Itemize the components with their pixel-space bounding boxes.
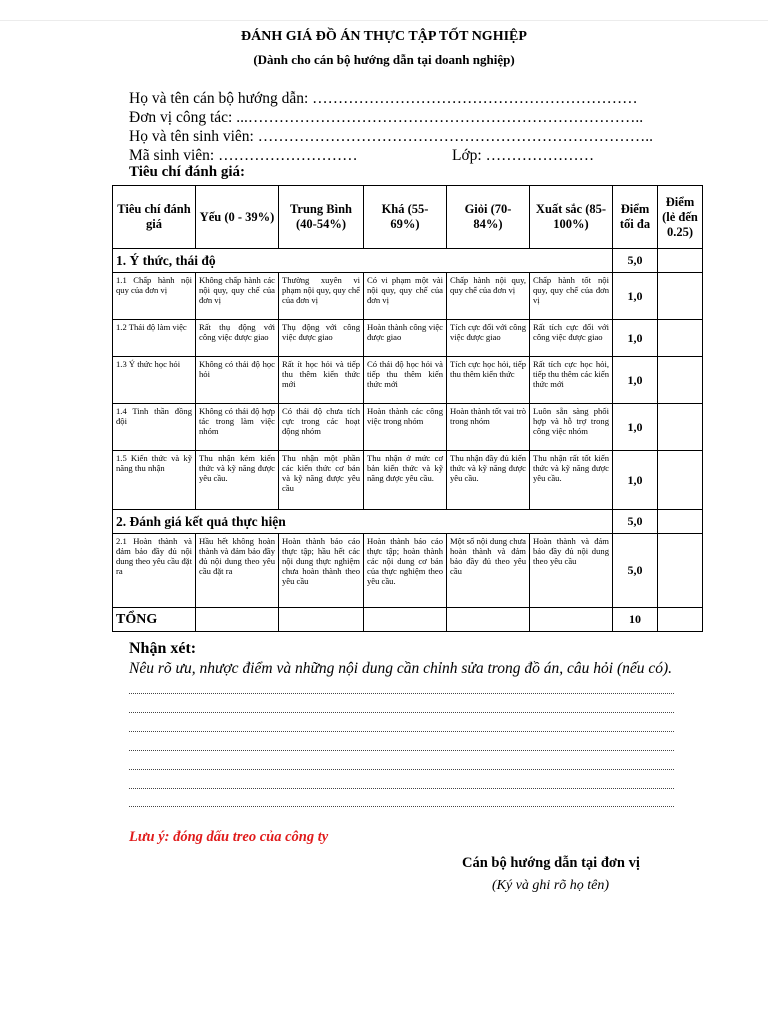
stamp-note: Lưu ý: đóng dấu treo của công ty [129,829,329,845]
section-title: 1. Ý thức, thái độ [113,249,613,273]
criterion-name: 1.3 Ý thức học hỏi [113,357,196,404]
max-score: 1,0 [613,451,658,510]
level-average: Rất ít học hỏi và tiếp thu thêm kiến thức mới [279,357,364,404]
level-weak: Không có thái độ hợp tác trong làm việc nhóm [196,404,279,451]
level-excellent: Rất tích cực đối với công việc được giao [530,320,613,357]
page-top-border [0,20,768,21]
header-criteria: Tiêu chí đánh giá [113,186,196,249]
section-title: 2. Đánh giá kết quả thực hiện [113,510,613,534]
table-row [113,534,703,608]
criterion-name: 2.1 Hoàn thành và đảm bảo đầy đủ nội dung theo yêu cầu đặt ra [113,534,196,608]
level-excellent: Hoàn thành và đảm bảo đầy đủ nội dung theo yêu cầu [530,534,613,608]
criterion-name: 1.4 Tinh thần đồng đội [113,404,196,451]
document-title: ĐÁNH GIÁ ĐỒ ÁN THỰC TẬP TỐT NGHIỆP [241,29,527,44]
criterion-name: 1.5 Kiến thức và kỹ năng thu nhận [113,451,196,510]
level-fair: Hoàn thành công việc được giao [364,320,447,357]
empty-cell [530,608,613,632]
level-good: Một số nội dung chưa hoàn thành và đảm bảo đầy đủ theo yêu cầu [447,534,530,608]
table-row [113,320,703,357]
level-weak: Không chấp hành các nội quy, quy chế của đơn vị [196,273,279,320]
level-good: Tích cực đối với công việc được giao [447,320,530,357]
level-fair: Hoàn thành các công việc trong nhóm [364,404,447,451]
total-row [113,608,703,632]
table-header-row [113,186,703,249]
total-label: TỔNG [113,608,196,632]
score-input-cell[interactable] [658,249,703,273]
empty-cell [196,608,279,632]
empty-cell [279,608,364,632]
level-excellent: Rất tích cực học hỏi, tiếp thu thêm các kiến thức mới [530,357,613,404]
max-score: 1,0 [613,404,658,451]
score-input-cell[interactable] [658,451,703,510]
evaluation-table [112,185,703,632]
header-weak: Yếu (0 - 39%) [196,186,279,249]
signature-title: Cán bộ hướng dẫn tại đơn vị [462,855,640,871]
level-excellent: Chấp hành tốt nội quy, quy chế của đơn vị [530,273,613,320]
level-average: Thu nhận một phần các kiến thức cơ bản và kỹ năng được yêu cầu [279,451,364,510]
score-input-cell[interactable] [658,320,703,357]
document-subtitle: (Dành cho cán bộ hướng dẫn tại doanh nghiệp) [253,52,515,67]
header-excellent: Xuất sắc (85-100%) [530,186,613,249]
signature-subtitle: (Ký và ghi rõ họ tên) [492,878,610,893]
level-average: Hoàn thành báo cáo thực tập; hầu hết các nội dung thực nghiệm chưa hoàn thành theo yêu cầu [279,534,364,608]
score-input-cell[interactable] [658,404,703,451]
level-average: Có thái độ chưa tích cực trong các hoạt động nhóm [279,404,364,451]
score-input-cell[interactable] [658,357,703,404]
empty-cell [447,608,530,632]
level-weak: Hầu hết không hoàn thành và đảm bảo đầy đủ nội dung theo yêu cầu đặt ra [196,534,279,608]
criterion-name: 1.1 Chấp hành nội quy của đơn vị [113,273,196,320]
score-input-cell[interactable] [658,510,703,534]
level-excellent: Thu nhận rất tốt kiến thức và kỹ năng được yêu cầu. [530,451,613,510]
total-max-score: 10 [613,608,658,632]
level-fair: Hoàn thành báo cáo thực tập; hoàn thành các nội dung cơ bản của thực nghiệm theo yêu cầu. [364,534,447,608]
level-weak: Rất thụ động với công việc được giao [196,320,279,357]
remark-line[interactable] [129,806,674,807]
header-good: Giỏi (70-84%) [447,186,530,249]
remark-line[interactable] [129,731,674,732]
remark-line[interactable] [129,788,674,789]
max-score: 1,0 [613,273,658,320]
supervisor-name-field: Họ và tên cán bộ hướng dẫn: ……………………………………………………… [129,90,638,107]
level-weak: Không có thái độ học hỏi [196,357,279,404]
level-excellent: Luôn sẵn sàng phối hợp và hỗ trợ trong công việc nhóm [530,404,613,451]
remarks-label: Nhận xét: [129,640,197,657]
remark-line[interactable] [129,712,674,713]
max-score: 1,0 [613,357,658,404]
level-fair: Có thái độ học hỏi và tiếp thu thêm kiến thức mới [364,357,447,404]
criterion-name: 1.2 Thái độ làm việc [113,320,196,357]
header-max-score: Điểm tối đa [613,186,658,249]
section-row [113,510,703,534]
table-row [113,273,703,320]
remark-line[interactable] [129,750,674,751]
header-average: Trung Bình (40-54%) [279,186,364,249]
empty-cell [364,608,447,632]
table-row [113,451,703,510]
max-score: 5,0 [613,534,658,608]
level-fair: Có vi phạm một vài nội quy, quy chế của đơn vị [364,273,447,320]
level-weak: Thu nhận kém kiến thức và kỹ năng được yêu cầu. [196,451,279,510]
workplace-field: Đơn vị công tác: ...………………………………………………………………….. [129,109,644,126]
class-field: Lớp: ………………… [452,147,595,164]
score-input-cell[interactable] [658,534,703,608]
criteria-heading: Tiêu chí đánh giá: [129,164,246,180]
section-max-score: 5,0 [613,510,658,534]
score-input-cell[interactable] [658,273,703,320]
level-good: Hoàn thành tốt vai trò trong nhóm [447,404,530,451]
remark-line[interactable] [129,693,674,694]
remark-line[interactable] [129,769,674,770]
header-score: Điểm (lẻ đến 0.25) [658,186,703,249]
level-good: Tích cực học hỏi, tiếp thu thêm kiến thức [447,357,530,404]
level-good: Chấp hành nội quy, quy chế của đơn vị [447,273,530,320]
level-average: Thường xuyên vi phạm nội quy, quy chế của đơn vị [279,273,364,320]
section-row [113,249,703,273]
student-id-field: Mã sinh viên: ……………………… [129,147,358,164]
total-score-input-cell[interactable] [658,608,703,632]
section-max-score: 5,0 [613,249,658,273]
level-average: Thụ động với công việc được giao [279,320,364,357]
level-fair: Thu nhận ở mức cơ bản kiến thức và kỹ năng được yêu cầu. [364,451,447,510]
table-row [113,404,703,451]
max-score: 1,0 [613,320,658,357]
student-name-field: Họ và tên sinh viên: ………………………………………………………………….. [129,128,653,145]
header-fair: Khá (55-69%) [364,186,447,249]
table-row [113,357,703,404]
level-good: Thu nhận đầy đủ kiến thức và kỹ năng được yêu cầu. [447,451,530,510]
remarks-hint: Nêu rõ ưu, nhược điểm và những nội dung cần chỉnh sửa trong đồ án, câu hỏi (nếu có). [129,660,673,677]
